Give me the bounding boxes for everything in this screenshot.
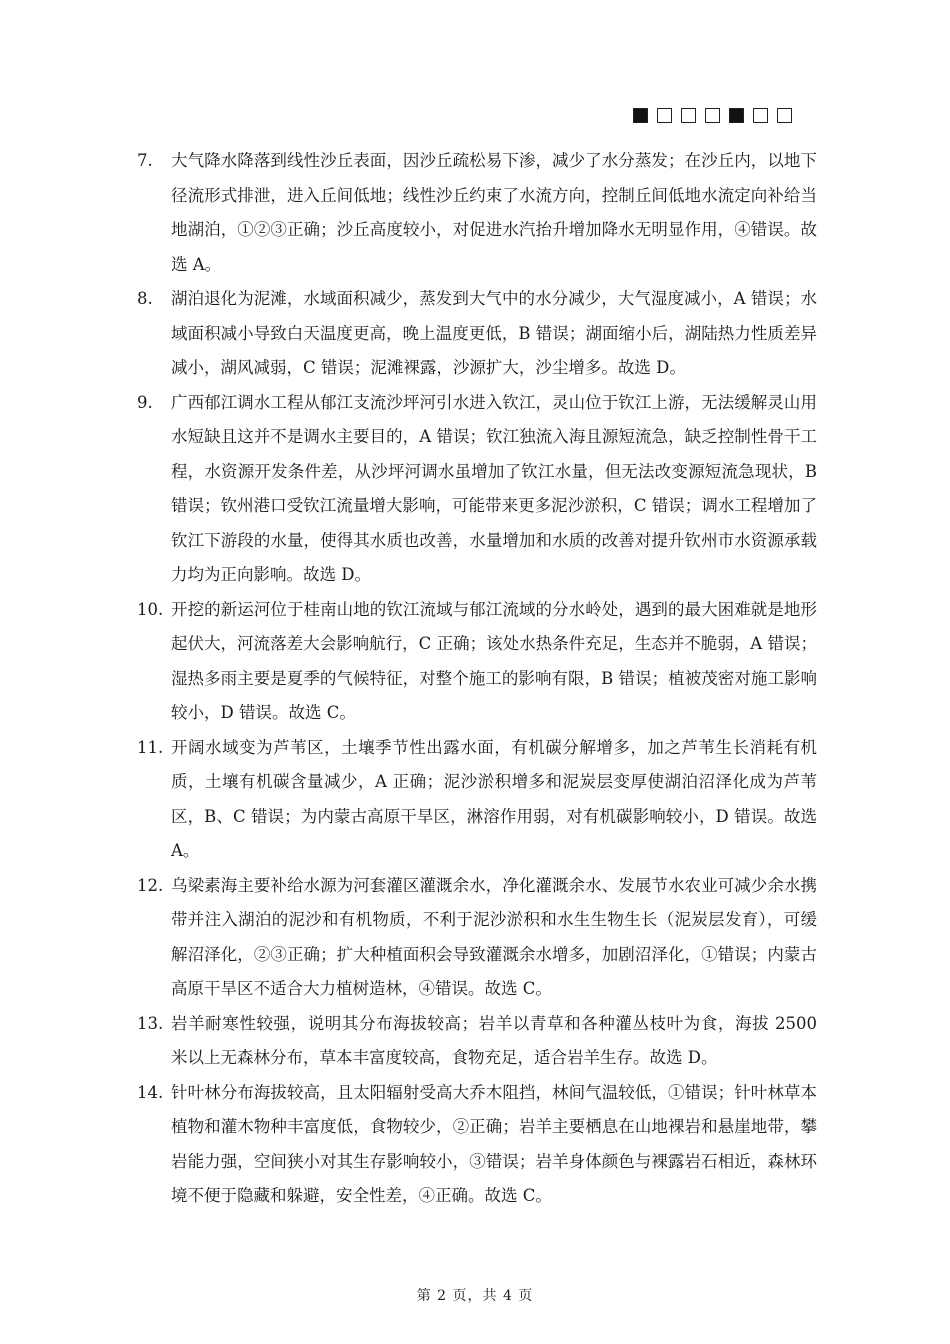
item-number: 10. [137, 599, 164, 619]
answer-item [137, 869, 817, 1007]
answer-item [137, 593, 817, 731]
marker-square [753, 108, 768, 123]
item-text: 大气降水降落到线性沙丘表面，因沙丘疏松易下渗，减少了水分蒸发；在沙丘内，以地下径流形式排泄，进入丘间低地；线性沙丘约束了水流方向，控制丘间低地水流定向补给当地湖泊，①②③正确；沙丘高度较小，对促进水汽抬升增加降水无明显作用，④错误。故选 A。 [171, 151, 817, 274]
answer-item [137, 731, 817, 869]
item-text: 湖泊退化为泥滩，水域面积减少，蒸发到大气中的水分减少，大气湿度减小，A 错误；水域面积减小导致白天温度更高，晚上温度更低，B 错误；湖面缩小后，湖陆热力性质差异减小，湖风减弱，C 错误；泥滩裸露，沙源扩大，沙尘增多。故选 D。 [171, 289, 817, 377]
answer-item [137, 144, 817, 282]
item-number: 14. [137, 1082, 164, 1102]
marker-square [657, 108, 672, 123]
marker-square [777, 108, 792, 123]
answer-item [137, 1076, 817, 1214]
item-number: 7. [137, 151, 153, 170]
item-number: 8. [137, 289, 153, 308]
marker-square [633, 108, 648, 123]
header-marker-squares [633, 108, 792, 123]
marker-square [729, 108, 744, 123]
item-number: 13. [137, 1013, 164, 1033]
page-number: 第 2 页，共 4 页 [416, 1288, 534, 1304]
marker-square [681, 108, 696, 123]
item-text: 针叶林分布海拔较高，且太阳辐射受高大乔木阻挡，林间气温较低，①错误；针叶林草本植物和灌木物种丰富度低，食物较少，②正确；岩羊主要栖息在山地裸岩和悬崖地带，攀岩能力强，空间狭小对其生存影响较小，③错误；岩羊身体颜色与裸露岩石相近，森林环境不便于隐藏和躲避，安全性差，④正确。故选 C。 [171, 1082, 817, 1205]
item-number: 11. [137, 737, 164, 757]
item-number: 12. [137, 875, 164, 895]
answer-explanations [137, 144, 817, 1214]
item-text: 乌梁素海主要补给水源为河套灌区灌溉余水，净化灌溉余水、发展节水农业可减少余水携带并注入湖泊的泥沙和有机物质，不利于泥沙淤积和水生生物生长（泥炭层发育），可缓解沼泽化，②③正确；扩大种植面积会导致灌溉余水增多，加剧沼泽化，①错误；内蒙古高原干旱区不适合大力植树造林，④错误。故选 C。 [171, 875, 817, 998]
answer-item [137, 1007, 817, 1076]
item-number: 9. [137, 392, 153, 412]
item-text: 开阔水域变为芦苇区，土壤季节性出露水面，有机碳分解增多，加之芦苇生长消耗有机质，土壤有机碳含量减少，A 正确；泥沙淤积增多和泥炭层变厚使湖泊沼泽化成为芦苇区，B、C 错误；为内蒙古高原干旱区，淋溶作用弱，对有机碳影响较小，D 错误。故选 A。 [171, 737, 817, 860]
item-text: 岩羊耐寒性较强，说明其分布海拔较高；岩羊以青草和各种灌丛枝叶为食，海拔 2500 米以上无森林分布，草本丰富度较高，食物充足，适合岩羊生存。故选 D。 [171, 1013, 817, 1067]
answer-item [137, 282, 817, 386]
answer-item [137, 386, 817, 593]
item-text: 广西郁江调水工程从郁江支流沙坪河引水进入钦江，灵山位于钦江上游，无法缓解灵山用水短缺且这并不是调水主要目的，A 错误；钦江独流入海且源短流急，缺乏控制性骨干工程，水资源开发条件差，从沙坪河调水虽增加了钦江水量，但无法改变源短流急现状，B 错误；钦州港口受钦江流量增大影响，可能带来更多泥沙淤积，C 错误；调水工程增加了钦江下游段的水量，使得其水质也改善，水量增加和水质的改善对提升钦州市水资源承载力均为正向影响。故选 D。 [171, 392, 817, 584]
marker-square [705, 108, 720, 123]
item-text: 开挖的新运河位于桂南山地的钦江流域与郁江流域的分水岭处，遇到的最大困难就是地形起伏大，河流落差大会影响航行，C 正确；该处水热条件充足，生态并不脆弱，A 错误；湿热多雨主要是夏季的气候特征，对整个施工的影响有限，B 错误；植被茂密对施工影响较小，D 错误。故选 C。 [171, 599, 817, 722]
